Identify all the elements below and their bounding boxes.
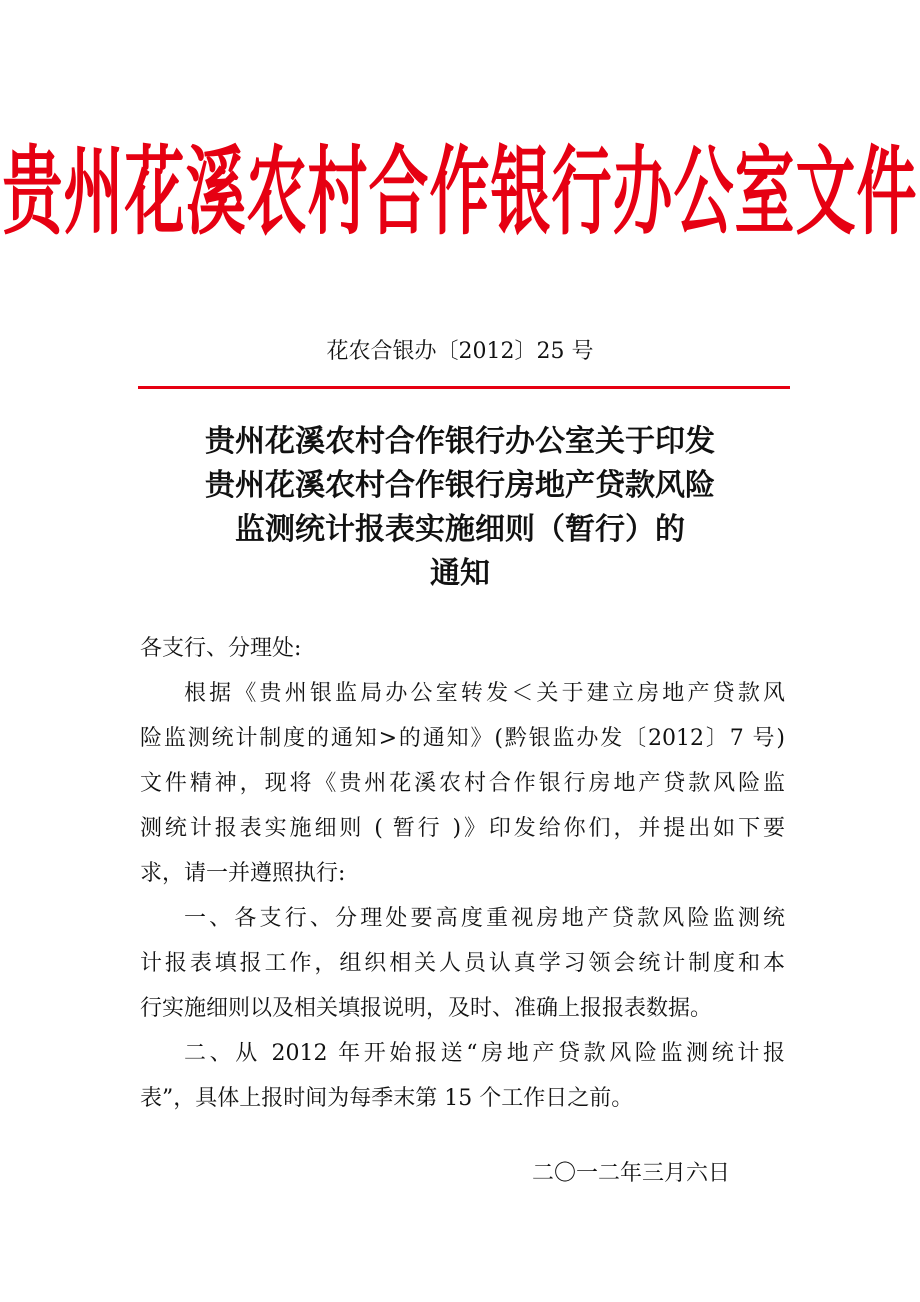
body-line: 一、各支行、分理处要高度重视房地产贷款风险监测统 <box>184 906 785 931</box>
body-line: 表”，具体上报时间为每季末第 15 个工作日之前。 <box>140 1086 634 1111</box>
notice-title-line: 通知 <box>430 556 490 591</box>
red-divider-line <box>138 386 790 389</box>
body-line: 求，请一并遵照执行: <box>140 861 346 886</box>
body-line: 险监测统计制度的通知>的通知》(黔银监办发〔2012〕7 号) <box>140 726 785 751</box>
body-line: 测统计报表实施细则 ( 暂行 )》印发给你们，并提出如下要 <box>140 816 785 841</box>
body-line: 行实施细则以及相关填报说明，及时、准确上报报表数据。 <box>140 996 713 1021</box>
body-line: 计报表填报工作，组织相关人员认真学习领会统计制度和本 <box>140 951 785 976</box>
notice-title-line: 贵州花溪农村合作银行办公室关于印发 <box>205 424 715 459</box>
salutation: 各支行、分理处: <box>140 636 302 661</box>
body-line: 根据《贵州银监局办公室转发＜关于建立房地产贷款风 <box>184 681 785 706</box>
notice-title-line: 贵州花溪农村合作银行房地产贷款风险 <box>205 468 715 503</box>
document-number: 花农合银办〔2012〕25 号 <box>326 339 594 364</box>
notice-title-line: 监测统计报表实施细则（暂行）的 <box>235 512 685 547</box>
notice-title <box>0 420 920 596</box>
body-line: 二、从 2012 年开始报送“房地产贷款风险监测统计报 <box>184 1041 785 1066</box>
issue-date: 二〇一二年三月六日 <box>531 1161 730 1186</box>
body-line: 文件精神，现将《贵州花溪农村合作银行房地产贷款风险监 <box>140 771 785 796</box>
notice-body <box>140 671 785 1121</box>
document-masthead <box>0 118 920 268</box>
masthead-title: 贵州花溪农村合作银行办公室文件 <box>2 137 918 249</box>
